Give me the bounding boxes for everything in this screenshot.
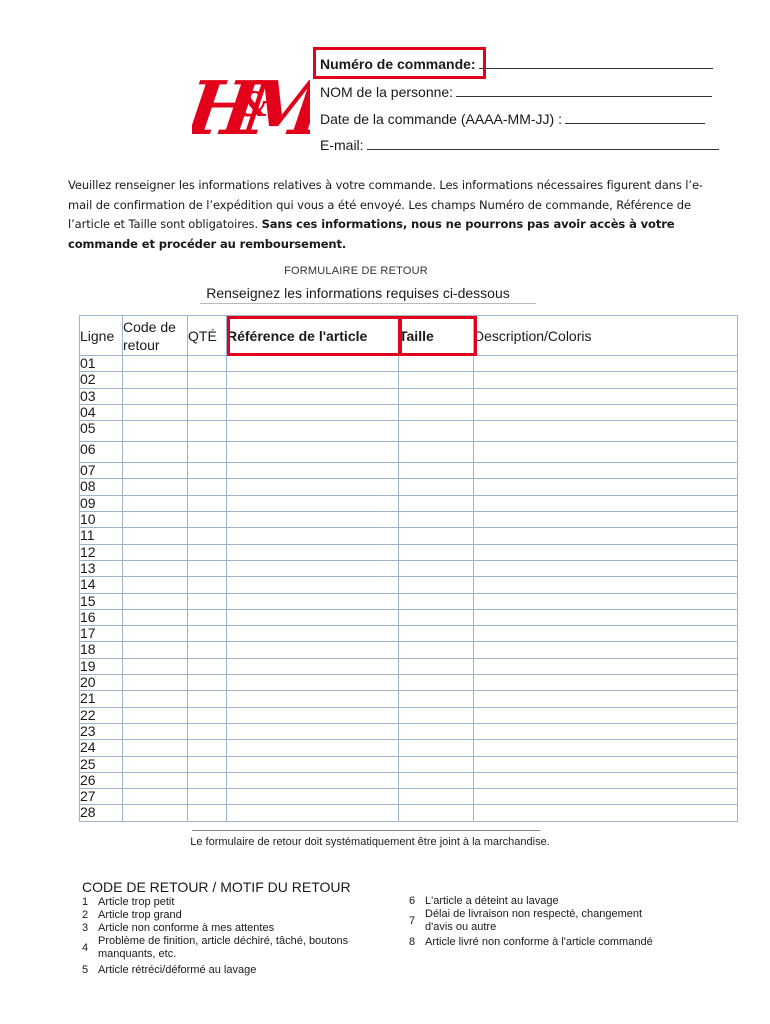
row-number: 18 xyxy=(80,642,123,658)
row-return-code-cell[interactable] xyxy=(123,544,188,560)
header-return-code-2: retour xyxy=(123,336,160,353)
row-qty-cell[interactable] xyxy=(188,388,227,404)
row-number: 10 xyxy=(80,512,123,528)
table-row xyxy=(80,421,738,442)
row-size-cell[interactable] xyxy=(399,421,474,442)
row-return-code-cell[interactable] xyxy=(123,723,188,739)
row-description-cell[interactable] xyxy=(474,544,738,560)
row-number: 26 xyxy=(80,772,123,788)
code-item-3 xyxy=(82,922,274,935)
table-row xyxy=(80,609,738,625)
row-qty-cell[interactable] xyxy=(188,805,227,821)
order-date-field[interactable] xyxy=(320,111,705,127)
email-label: E-mail: xyxy=(320,137,364,153)
row-qty-cell[interactable] xyxy=(188,691,227,707)
header-return-code-1: Code de xyxy=(123,318,176,335)
intro-warning: Sans ces informations, nous ne pourrons pas avoir accès à votre commande et procéder au remboursement. xyxy=(68,217,675,251)
row-description-cell[interactable] xyxy=(474,609,738,625)
row-size-cell[interactable] xyxy=(399,675,474,691)
row-description-cell[interactable] xyxy=(474,442,738,463)
code-item-4 xyxy=(82,935,348,961)
row-number: 08 xyxy=(80,479,123,495)
row-number: 09 xyxy=(80,495,123,511)
table-row xyxy=(80,772,738,788)
form-title: FORMULAIRE DE RETOUR xyxy=(284,265,428,277)
row-reference-cell[interactable] xyxy=(227,756,399,772)
row-qty-cell[interactable] xyxy=(188,789,227,805)
row-size-cell[interactable] xyxy=(399,388,474,404)
row-number: 05 xyxy=(80,421,123,442)
row-number: 22 xyxy=(80,707,123,723)
row-return-code-cell[interactable] xyxy=(123,512,188,528)
row-number: 12 xyxy=(80,544,123,560)
header-qty: QTÉ xyxy=(188,316,227,356)
size-header-highlight xyxy=(398,316,477,356)
row-size-cell[interactable] xyxy=(399,512,474,528)
order-date-label: Date de la commande (AAAA-MM-JJ) : xyxy=(320,111,562,127)
row-qty-cell[interactable] xyxy=(188,740,227,756)
code-text: L'article a déteint au lavage xyxy=(425,895,559,907)
row-reference-cell[interactable] xyxy=(227,642,399,658)
row-description-cell[interactable] xyxy=(474,772,738,788)
row-description-cell[interactable] xyxy=(474,789,738,805)
code-item-1 xyxy=(82,896,174,909)
code-text: Article livré non conforme à l'article commandé xyxy=(425,936,653,948)
header-reference: Référence de l'article xyxy=(227,316,399,356)
table-row xyxy=(80,675,738,691)
table-row xyxy=(80,479,738,495)
table-row xyxy=(80,593,738,609)
row-reference-cell[interactable] xyxy=(227,421,399,442)
row-size-cell[interactable] xyxy=(399,789,474,805)
row-reference-cell[interactable] xyxy=(227,512,399,528)
row-description-cell[interactable] xyxy=(474,495,738,511)
row-return-code-cell[interactable] xyxy=(123,577,188,593)
table-row xyxy=(80,626,738,642)
svg-text:&: & xyxy=(238,85,269,125)
code-item-2 xyxy=(82,909,182,922)
table-row xyxy=(80,463,738,479)
row-qty-cell[interactable] xyxy=(188,723,227,739)
person-name-field[interactable] xyxy=(320,84,712,100)
row-reference-cell[interactable] xyxy=(227,593,399,609)
row-size-cell[interactable] xyxy=(399,544,474,560)
row-description-cell[interactable] xyxy=(474,512,738,528)
row-description-cell[interactable] xyxy=(474,372,738,388)
row-number: 06 xyxy=(80,442,123,463)
row-number: 13 xyxy=(80,560,123,576)
row-size-cell[interactable] xyxy=(399,356,474,372)
table-row xyxy=(80,577,738,593)
row-description-cell[interactable] xyxy=(474,404,738,420)
row-return-code-cell[interactable] xyxy=(123,593,188,609)
hm-logo xyxy=(192,62,310,146)
row-description-cell[interactable] xyxy=(474,626,738,642)
row-reference-cell[interactable] xyxy=(227,675,399,691)
row-number: 19 xyxy=(80,658,123,674)
row-reference-cell[interactable] xyxy=(227,388,399,404)
row-qty-cell[interactable] xyxy=(188,642,227,658)
row-qty-cell[interactable] xyxy=(188,609,227,625)
code-text: Article non conforme à mes attentes xyxy=(98,922,275,934)
code-number: 5 xyxy=(82,964,89,976)
row-qty-cell[interactable] xyxy=(188,421,227,442)
row-qty-cell[interactable] xyxy=(188,404,227,420)
row-reference-cell[interactable] xyxy=(227,626,399,642)
table-row xyxy=(80,707,738,723)
row-qty-cell[interactable] xyxy=(188,544,227,560)
row-number: 01 xyxy=(80,356,123,372)
code-number: 6 xyxy=(409,895,416,907)
subtitle-underline xyxy=(200,303,536,304)
code-number: 4 xyxy=(82,942,89,954)
code-item-5 xyxy=(82,964,256,977)
row-reference-cell[interactable] xyxy=(227,356,399,372)
row-return-code-cell[interactable] xyxy=(123,479,188,495)
row-number: 23 xyxy=(80,723,123,739)
row-reference-cell[interactable] xyxy=(227,560,399,576)
row-number: 21 xyxy=(80,691,123,707)
row-qty-cell[interactable] xyxy=(188,675,227,691)
row-return-code-cell[interactable] xyxy=(123,658,188,674)
code-text: Article trop grand xyxy=(98,909,182,921)
table-row xyxy=(80,740,738,756)
table-row xyxy=(80,756,738,772)
footer-note: Le formulaire de retour doit systématiquement être joint à la marchandise. xyxy=(190,836,550,848)
code-number: 8 xyxy=(409,936,416,948)
table-row xyxy=(80,560,738,576)
intro-text: Veuillez renseigner les informations relatives à votre commande. Les informations nécessaires figurent dans l’e-mail de confirmation de l’expédition qui vous a été envoyé. Les champs Numéro de commande, Référence de l’article et Taille sont obligatoires. xyxy=(68,178,703,231)
row-number: 07 xyxy=(80,463,123,479)
row-reference-cell[interactable] xyxy=(227,609,399,625)
code-item-8 xyxy=(409,936,653,949)
svg-text:M: M xyxy=(237,64,310,146)
row-return-code-cell[interactable] xyxy=(123,560,188,576)
table-row xyxy=(80,495,738,511)
row-description-cell[interactable] xyxy=(474,756,738,772)
order-number-label: Numéro de commande: xyxy=(320,56,476,72)
code-item-7 xyxy=(409,908,642,934)
table-row xyxy=(80,528,738,544)
code-text: Article trop petit xyxy=(98,896,175,908)
return-items-table xyxy=(79,315,738,822)
row-qty-cell[interactable] xyxy=(188,463,227,479)
row-qty-cell[interactable] xyxy=(188,626,227,642)
row-qty-cell[interactable] xyxy=(188,707,227,723)
table-row xyxy=(80,723,738,739)
row-description-cell[interactable] xyxy=(474,707,738,723)
row-reference-cell[interactable] xyxy=(227,463,399,479)
row-return-code-cell[interactable] xyxy=(123,691,188,707)
intro-paragraph xyxy=(68,176,718,254)
row-description-cell[interactable] xyxy=(474,388,738,404)
table-row xyxy=(80,388,738,404)
table-row xyxy=(80,691,738,707)
row-size-cell[interactable] xyxy=(399,772,474,788)
table-row xyxy=(80,356,738,372)
row-reference-cell[interactable] xyxy=(227,707,399,723)
row-return-code-cell[interactable] xyxy=(123,707,188,723)
row-description-cell[interactable] xyxy=(474,593,738,609)
table-row xyxy=(80,789,738,805)
row-reference-cell[interactable] xyxy=(227,577,399,593)
row-qty-cell[interactable] xyxy=(188,442,227,463)
row-number: 20 xyxy=(80,675,123,691)
row-size-cell[interactable] xyxy=(399,372,474,388)
row-description-cell[interactable] xyxy=(474,675,738,691)
row-number: 15 xyxy=(80,593,123,609)
row-description-cell[interactable] xyxy=(474,691,738,707)
code-number: 3 xyxy=(82,922,89,934)
row-size-cell[interactable] xyxy=(399,463,474,479)
note-divider xyxy=(192,830,540,831)
row-size-cell[interactable] xyxy=(399,805,474,821)
row-number: 24 xyxy=(80,740,123,756)
row-reference-cell[interactable] xyxy=(227,658,399,674)
row-return-code-cell[interactable] xyxy=(123,789,188,805)
person-name-line xyxy=(456,95,712,97)
row-number: 02 xyxy=(80,372,123,388)
row-description-cell[interactable] xyxy=(474,805,738,821)
row-size-cell[interactable] xyxy=(399,723,474,739)
table-row xyxy=(80,512,738,528)
row-qty-cell[interactable] xyxy=(188,495,227,511)
order-number-field[interactable] xyxy=(320,56,713,72)
row-reference-cell[interactable] xyxy=(227,404,399,420)
table-row xyxy=(80,658,738,674)
row-reference-cell[interactable] xyxy=(227,479,399,495)
row-number: 28 xyxy=(80,805,123,821)
row-size-cell[interactable] xyxy=(399,577,474,593)
row-qty-cell[interactable] xyxy=(188,479,227,495)
row-return-code-cell[interactable] xyxy=(123,626,188,642)
row-reference-cell[interactable] xyxy=(227,789,399,805)
table-row xyxy=(80,544,738,560)
row-reference-cell[interactable] xyxy=(227,544,399,560)
row-qty-cell[interactable] xyxy=(188,560,227,576)
return-codes-title: CODE DE RETOUR / MOTIF DU RETOUR xyxy=(82,879,351,895)
row-size-cell[interactable] xyxy=(399,609,474,625)
code-text: d'avis ou autre xyxy=(425,921,497,933)
email-field[interactable] xyxy=(320,137,719,153)
row-return-code-cell[interactable] xyxy=(123,756,188,772)
row-number: 16 xyxy=(80,609,123,625)
code-number: 2 xyxy=(82,909,89,921)
person-name-label: NOM de la personne: xyxy=(320,84,454,100)
form-subtitle: Renseignez les informations requises ci-dessous xyxy=(206,285,510,301)
row-description-cell[interactable] xyxy=(474,479,738,495)
reference-header-highlight xyxy=(227,316,402,356)
row-return-code-cell[interactable] xyxy=(123,805,188,821)
row-reference-cell[interactable] xyxy=(227,772,399,788)
row-return-code-cell[interactable] xyxy=(123,675,188,691)
order-number-line xyxy=(479,67,713,69)
row-return-code-cell[interactable] xyxy=(123,404,188,420)
row-size-cell[interactable] xyxy=(399,560,474,576)
row-return-code-cell[interactable] xyxy=(123,772,188,788)
row-reference-cell[interactable] xyxy=(227,723,399,739)
row-number: 17 xyxy=(80,626,123,642)
row-size-cell[interactable] xyxy=(399,642,474,658)
row-return-code-cell[interactable] xyxy=(123,421,188,442)
row-description-cell[interactable] xyxy=(474,740,738,756)
row-size-cell[interactable] xyxy=(399,740,474,756)
code-text: Article rétréci/déformé au lavage xyxy=(98,964,257,976)
row-return-code-cell[interactable] xyxy=(123,442,188,463)
header-line: Ligne xyxy=(80,316,123,356)
code-item-6 xyxy=(409,895,559,908)
row-return-code-cell[interactable] xyxy=(123,740,188,756)
row-description-cell[interactable] xyxy=(474,723,738,739)
code-text: Délai de livraison non respecté, changement xyxy=(425,908,643,920)
row-description-cell[interactable] xyxy=(474,528,738,544)
row-number: 27 xyxy=(80,789,123,805)
row-number: 04 xyxy=(80,404,123,420)
row-qty-cell[interactable] xyxy=(188,772,227,788)
row-qty-cell[interactable] xyxy=(188,593,227,609)
row-qty-cell[interactable] xyxy=(188,372,227,388)
code-number: 7 xyxy=(409,915,416,927)
header-return-code xyxy=(123,316,188,356)
row-size-cell[interactable] xyxy=(399,626,474,642)
row-return-code-cell[interactable] xyxy=(123,388,188,404)
row-qty-cell[interactable] xyxy=(188,356,227,372)
row-description-cell[interactable] xyxy=(474,356,738,372)
row-description-cell[interactable] xyxy=(474,421,738,442)
row-reference-cell[interactable] xyxy=(227,691,399,707)
row-return-code-cell[interactable] xyxy=(123,609,188,625)
row-return-code-cell[interactable] xyxy=(123,495,188,511)
row-qty-cell[interactable] xyxy=(188,756,227,772)
row-return-code-cell[interactable] xyxy=(123,372,188,388)
row-reference-cell[interactable] xyxy=(227,740,399,756)
table-row xyxy=(80,404,738,420)
row-size-cell[interactable] xyxy=(399,593,474,609)
row-return-code-cell[interactable] xyxy=(123,642,188,658)
table-row xyxy=(80,442,738,463)
table-row xyxy=(80,372,738,388)
email-line xyxy=(367,148,719,150)
row-description-cell[interactable] xyxy=(474,577,738,593)
row-size-cell[interactable] xyxy=(399,495,474,511)
row-number: 25 xyxy=(80,756,123,772)
row-number: 03 xyxy=(80,388,123,404)
row-reference-cell[interactable] xyxy=(227,495,399,511)
row-size-cell[interactable] xyxy=(399,756,474,772)
row-description-cell[interactable] xyxy=(474,658,738,674)
row-size-cell[interactable] xyxy=(399,707,474,723)
header-description: Description/Coloris xyxy=(474,316,738,356)
code-text: Problème de finition, article déchiré, tâché, boutons xyxy=(98,935,349,947)
row-size-cell[interactable] xyxy=(399,691,474,707)
row-qty-cell[interactable] xyxy=(188,512,227,528)
header-size: Taille xyxy=(399,316,474,356)
row-description-cell[interactable] xyxy=(474,560,738,576)
row-number: 11 xyxy=(80,528,123,544)
row-size-cell[interactable] xyxy=(399,442,474,463)
row-return-code-cell[interactable] xyxy=(123,356,188,372)
row-description-cell[interactable] xyxy=(474,463,738,479)
row-reference-cell[interactable] xyxy=(227,805,399,821)
row-reference-cell[interactable] xyxy=(227,528,399,544)
row-size-cell[interactable] xyxy=(399,528,474,544)
row-reference-cell[interactable] xyxy=(227,372,399,388)
row-size-cell[interactable] xyxy=(399,658,474,674)
row-qty-cell[interactable] xyxy=(188,658,227,674)
svg-text:H: H xyxy=(192,64,258,146)
code-number: 1 xyxy=(82,896,89,908)
table-row xyxy=(80,642,738,658)
table-row xyxy=(80,805,738,821)
row-number: 14 xyxy=(80,577,123,593)
row-qty-cell[interactable] xyxy=(188,577,227,593)
row-size-cell[interactable] xyxy=(399,479,474,495)
row-qty-cell[interactable] xyxy=(188,528,227,544)
row-return-code-cell[interactable] xyxy=(123,528,188,544)
row-reference-cell[interactable] xyxy=(227,442,399,463)
code-text: manquants, etc. xyxy=(98,948,177,960)
order-date-line xyxy=(565,122,705,124)
row-return-code-cell[interactable] xyxy=(123,463,188,479)
row-size-cell[interactable] xyxy=(399,404,474,420)
row-description-cell[interactable] xyxy=(474,642,738,658)
